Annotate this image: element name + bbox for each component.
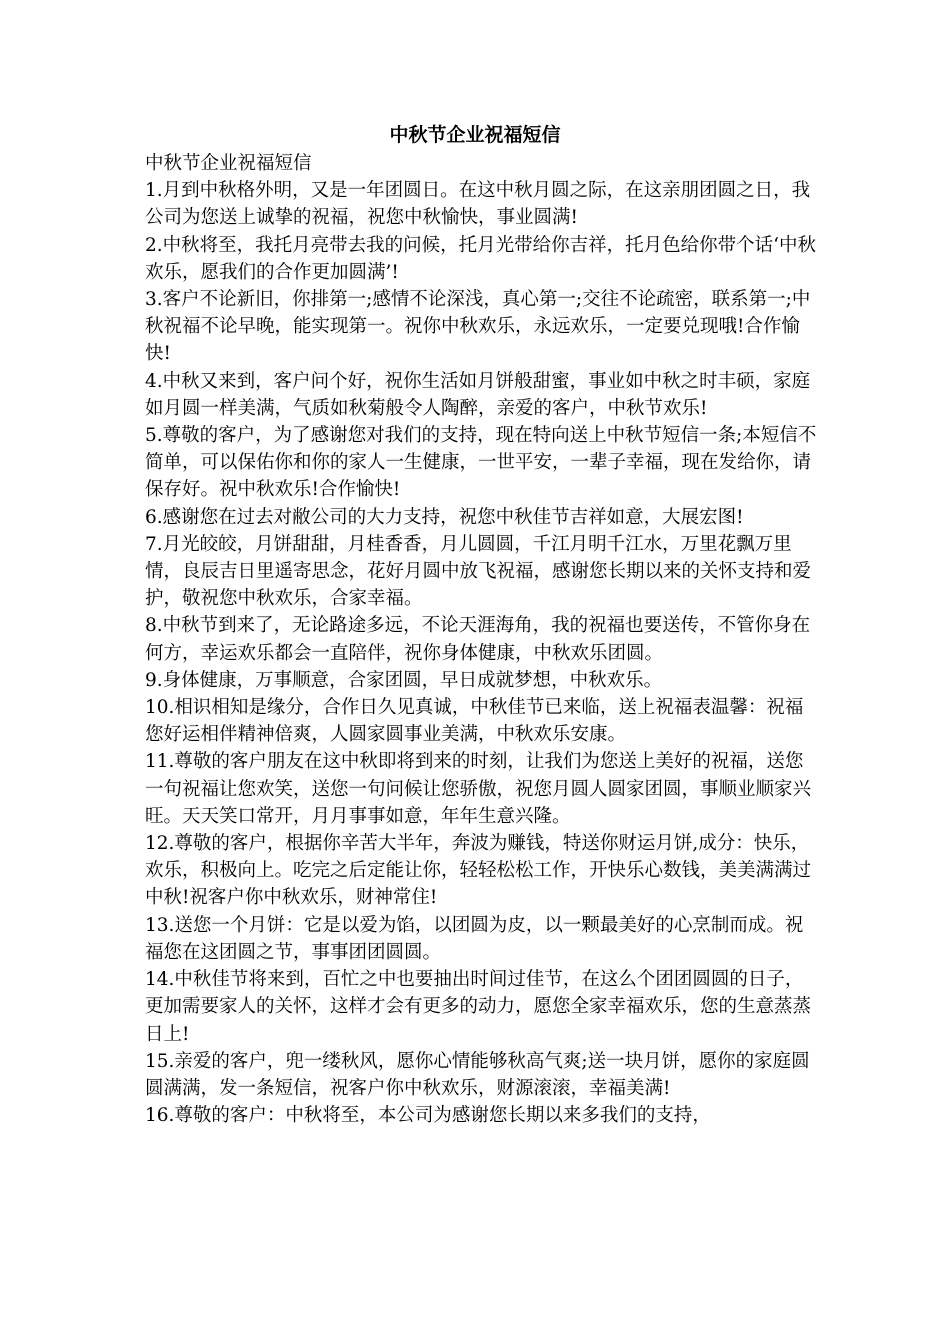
paragraph-13: 13.送您一个月饼：它是以爱为馅，以团圆为皮，以一颗最美好的心烹制而成。祝福您在这团圆之节，事事团团圆圆。 [145,914,804,963]
paragraph-16: 16.尊敬的客户：中秋将至，本公司为感谢您长期以来多我们的支持， [145,1105,711,1127]
document-subtitle: 中秋节企业祝福短信 [145,153,312,174]
paragraph-12: 12.尊敬的客户，根据你辛苦大半年，奔波为赚钱，特送你财运月饼,成分：快乐，欢乐，积极向上。吃完之后定能让你，轻轻松松工作，开快乐心数钱，美美满满过中秋!祝客户你中秋欢乐，财神常住! [145,833,812,909]
paragraph-10: 10.相识相知是缘分，合作日久见真诚，中秋佳节已来临，送上祝福表温馨：祝福您好运相伴精神倍爽，人圆家圆事业美满，中秋欢乐安康。 [145,697,804,746]
paragraph-7: 7.月光皎皎，月饼甜甜，月桂香香，月儿圆圆，千江月明千江水，万里花飘万里情，良辰吉日里遥寄思念，花好月圆中放飞祝福，感谢您长期以来的关怀支持和爱护，敬祝您中秋欢乐，合家幸福。 [145,533,812,610]
paragraph-2: 2.中秋将至，我托月亮带去我的问候，托月光带给你吉祥，托月色给你带个话‘中秋欢乐，愿我们的合作更加圆满’! [145,234,817,283]
paragraph-15: 15.亲爱的客户，兜一缕秋风，愿你心情能够秋高气爽;送一块月饼，愿你的家庭圆圆满满，发一条短信，祝客户你中秋欢乐，财源滚滚，幸福美满! [145,1050,810,1099]
paragraph-9: 9.身体健康，万事顺意，合家团圆，早日成就梦想，中秋欢乐。 [145,669,663,691]
paragraph-6: 6.感谢您在过去对敝公司的大力支持，祝您中秋佳节吉祥如意，大展宏图! [145,506,744,528]
document-body [145,150,821,1129]
paragraph-8: 8.中秋节到来了，无论路途多远，不论天涯海角，我的祝福也要送传，不管你身在何方，幸运欢乐都会一直陪伴，祝你身体健康，中秋欢乐团圆。 [145,615,811,664]
paragraph-3: 3.客户不论新旧，你排第一;感情不论深浅，真心第一;交往不论疏密，联系第一;中秋祝福不论早晚，能实现第一。祝你中秋欢乐，永远欢乐，一定要兑现哦!合作愉快! [145,289,811,365]
paragraph-14: 14.中秋佳节将来到，百忙之中也要抽出时间过佳节，在这么个团团圆圆的日子，更加需要家人的关怀，这样才会有更多的动力，愿您全家幸福欢乐，您的生意蒸蒸日上! [145,969,812,1045]
paragraph-5: 5.尊敬的客户，为了感谢您对我们的支持，现在特向送上中秋节短信一条;本短信不简单，可以保佑你和你的家人一生健康，一世平安，一辈子幸福，现在发给你，请保存好。祝中秋欢乐!合作愉快! [145,425,817,501]
paragraph-11: 11.尊敬的客户朋友在这中秋即将到来的时刻，让我们为您送上美好的祝福，送您一句祝福让您欢笑，送您一句问候让您骄傲，祝您月圆人圆家团圆，事顺业顺家兴旺。天天笑口常开，月月事事如意，年年生意兴隆。 [145,751,812,827]
paragraph-1: 1.月到中秋格外明，又是一年团圆日。在这中秋月圆之际，在这亲朋团圆之日，我公司为您送上诚挚的祝福，祝您中秋愉快，事业圆满! [145,180,811,229]
paragraph-4: 4.中秋又来到，客户问个好，祝你生活如月饼般甜蜜，事业如中秋之时丰硕，家庭如月圆一样美满，气质如秋菊般令人陶醉，亲爱的客户，中秋节欢乐! [145,370,811,419]
document-title: 中秋节企业祝福短信 [389,124,561,146]
